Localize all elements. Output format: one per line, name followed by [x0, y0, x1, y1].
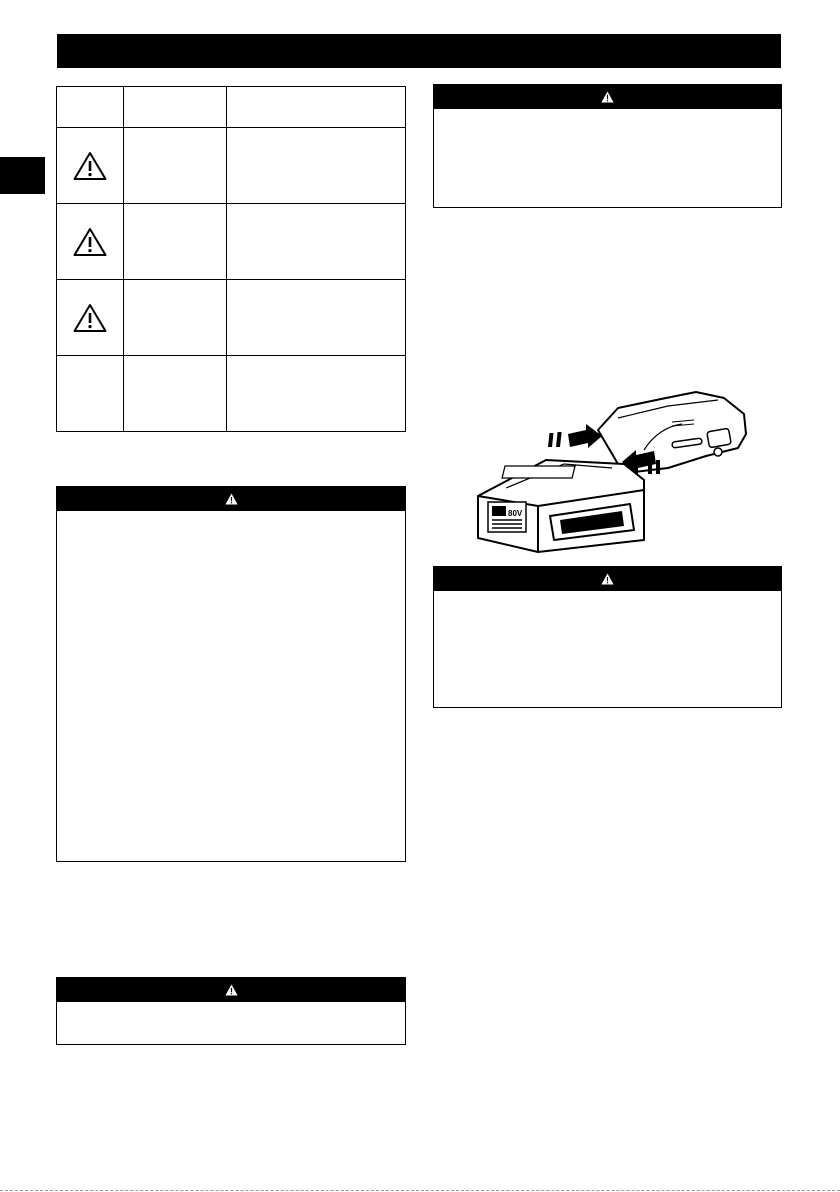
- table-row: [57, 204, 123, 279]
- meaning-cell: [227, 280, 405, 355]
- battery-voltage-label: 80V: [508, 509, 523, 518]
- warning-box: [433, 84, 782, 208]
- battery-pack-inserting-into-tool-icon: [468, 390, 758, 555]
- table-row: [57, 280, 123, 355]
- meaning-cell: [227, 128, 405, 203]
- warning-triangle-icon: [73, 227, 107, 257]
- warning-header-bar: [434, 567, 781, 591]
- warning-small-icon: [601, 91, 614, 103]
- signal-word-cell: [124, 280, 226, 355]
- table-header-cell: [57, 87, 123, 127]
- warning-header-bar: [57, 978, 405, 1002]
- table-header-cell: [227, 87, 405, 127]
- warning-small-icon: [225, 984, 238, 996]
- warning-box: [56, 486, 406, 862]
- warning-box: [433, 566, 782, 708]
- table-row: [57, 128, 123, 203]
- meaning-cell: [227, 204, 405, 279]
- warning-small-icon: [225, 493, 238, 505]
- warning-box: [56, 977, 406, 1045]
- warning-triangle-icon: [73, 151, 107, 181]
- table-header-cell: [124, 87, 226, 127]
- warning-header-bar: [434, 85, 781, 109]
- signal-word-cell: [124, 356, 226, 431]
- battery-insertion-illustration: [468, 390, 758, 555]
- signal-word-cell: [124, 128, 226, 203]
- language-side-tab: [0, 157, 45, 194]
- warning-header-bar: [57, 487, 405, 511]
- warning-small-icon: [601, 573, 614, 585]
- page-header-bar: [57, 34, 781, 68]
- symbol-table: [56, 86, 406, 432]
- signal-word-cell: [124, 204, 226, 279]
- page-bottom-rule: [0, 1190, 840, 1191]
- warning-triangle-icon: [73, 303, 107, 333]
- table-row: [57, 356, 123, 431]
- meaning-cell: [227, 356, 405, 431]
